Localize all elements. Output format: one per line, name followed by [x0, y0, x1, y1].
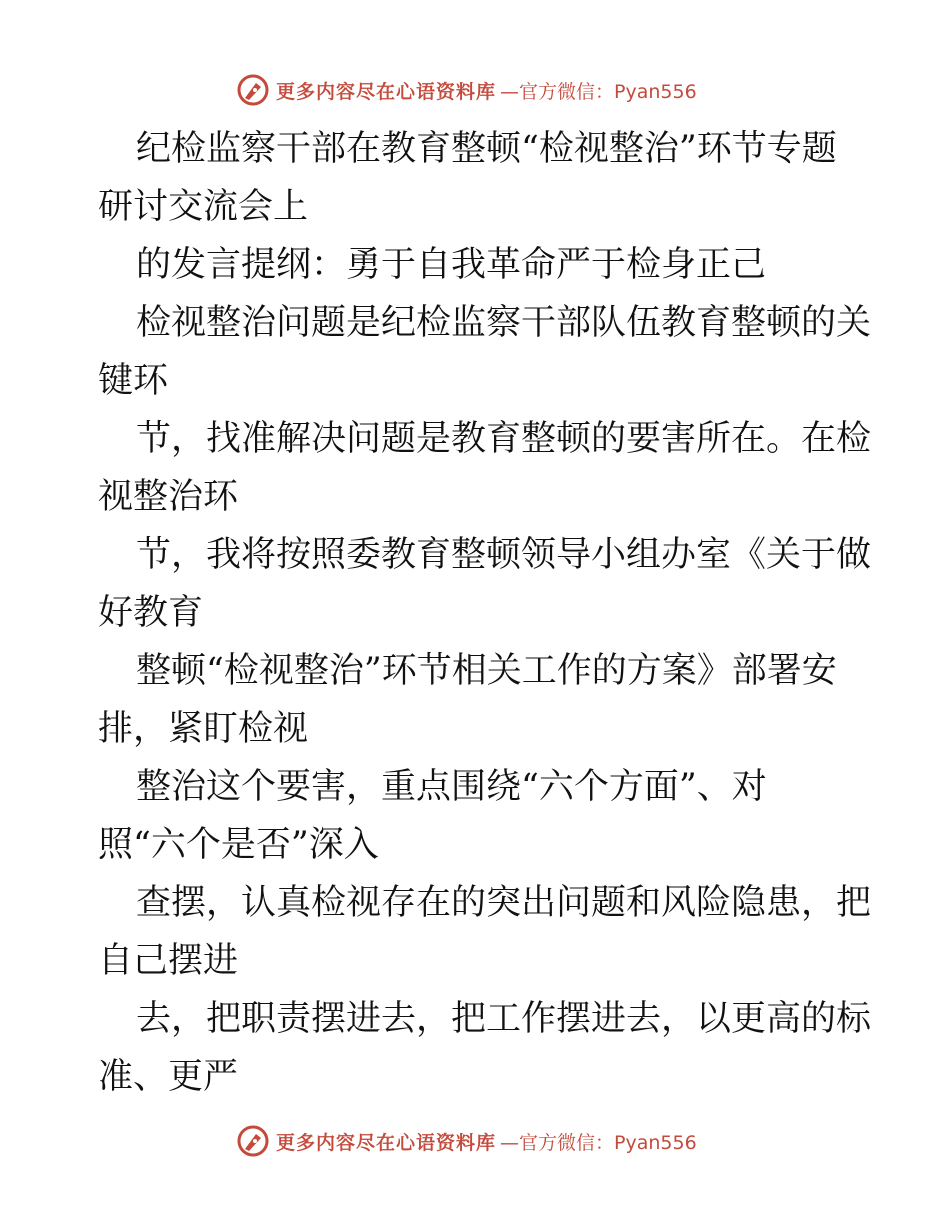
text-line: 整治这个要害，重点围绕“六个方面”、对: [136, 767, 767, 807]
watermark-text: 更多内容尽在心语资料库: [276, 80, 497, 103]
text-line: 纪检监察干部在教育整顿“检视整治”环节专题: [136, 129, 837, 169]
watermark-wechat: —官方微信：Pyan556: [500, 1131, 697, 1154]
watermark-header: [236, 70, 697, 110]
watermark-wechat: —官方微信：Pyan556: [500, 80, 697, 103]
pen-nib-logo-icon: [236, 1124, 270, 1158]
pen-nib-logo-icon: [236, 73, 270, 107]
text-line: 检视整治问题是纪检监察干部队伍教育整顿的关: [136, 303, 872, 343]
text-line: 键环: [98, 361, 169, 401]
text-line: 自己摆进: [98, 941, 239, 981]
text-line: 排，紧盯检视: [98, 709, 309, 749]
text-line: 好教育: [98, 593, 204, 633]
text-line: 的发言提纲：勇于自我革命严于检身正己: [136, 245, 767, 285]
watermark-text: 更多内容尽在心语资料库: [276, 1131, 497, 1154]
text-line: 查摆，认真检视存在的突出问题和风险隐患，把: [136, 883, 872, 923]
text-line: 研讨交流会上: [98, 187, 309, 227]
text-line: 准、更严: [98, 1057, 239, 1097]
text-line: 照“六个是否”深入: [98, 825, 379, 865]
watermark-footer: [236, 1121, 697, 1161]
text-line: 视整治环: [98, 477, 239, 517]
text-line: 节，我将按照委教育整顿领导小组办室《关于做: [136, 535, 872, 575]
text-line: 去，把职责摆进去，把工作摆进去，以更高的标: [136, 999, 872, 1039]
text-line: 整顿“检视整治”环节相关工作的方案》部署安: [136, 651, 837, 691]
document-body: [0, 120, 950, 1106]
text-line: 节，找准解决问题是教育整顿的要害所在。在检: [136, 419, 872, 459]
